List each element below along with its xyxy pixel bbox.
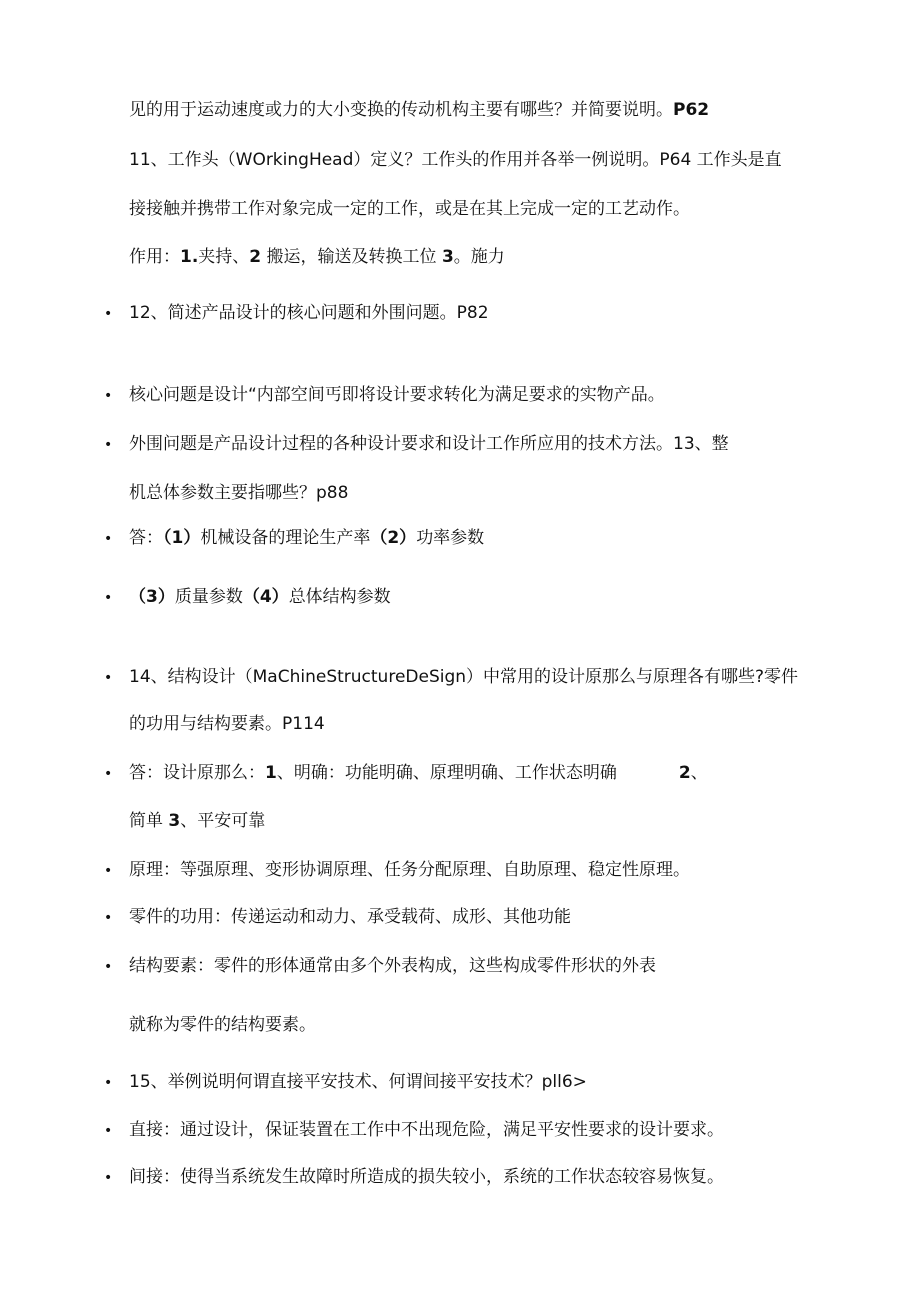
bullet-marker: •	[104, 437, 113, 453]
bullet-marker: •	[104, 959, 113, 975]
text-span: 2	[678, 763, 691, 783]
text-span: 、明确：功能明确、原理明确、工作状态明确	[276, 763, 617, 783]
text-line	[129, 809, 265, 833]
text-line: 机总体参数主要指哪些？p88	[129, 483, 349, 503]
bullet-marker: •	[104, 590, 113, 606]
text-line: 结构要素：零件的形体通常由多个外表构成，这些构成零件形状的外表	[129, 956, 656, 976]
bullet-marker: •	[104, 670, 113, 686]
text-span: 简单	[129, 811, 169, 831]
page-reference: P62	[673, 100, 710, 120]
text-line: 11、工作头（WOrkingHead）定义？工作头的作用并各举一例说明。P64 工作头是直	[129, 150, 782, 170]
text-span: （1）	[163, 528, 201, 548]
text-span: 见的用于运动速度或力的大小变换的传动机构主要有哪些？并简要说明。	[129, 100, 673, 120]
text-line: 原理：等强原理、变形协调原理、任务分配原理、自助原理、稳定性原理。	[129, 860, 690, 880]
text-span: 3	[168, 811, 181, 831]
bullet-marker: •	[104, 1075, 113, 1091]
text-span: 答：设计原那么：	[129, 763, 265, 783]
text-line: 14、结构设计（MaChineStructureDeSign）中常用的设计原那么与原理各有哪些?零件	[129, 667, 799, 687]
text-span: 。施力	[453, 247, 505, 267]
text-span: （3）	[129, 587, 175, 607]
text-span: 1	[265, 763, 277, 783]
text-span: 3	[441, 247, 454, 267]
text-line	[129, 526, 484, 550]
text-span: 答：	[129, 528, 163, 548]
bullet-marker: •	[104, 388, 113, 404]
bullet-marker: •	[104, 1123, 113, 1139]
text-span: 质量参数	[174, 587, 243, 607]
bullet-marker: •	[104, 910, 113, 926]
bullet-marker: •	[104, 766, 113, 782]
bullet-marker: •	[104, 306, 113, 322]
text-line	[129, 585, 391, 609]
text-span: 夹持、	[198, 247, 250, 267]
text-line: 间接：使得当系统发生故障时所造成的损失较小，系统的工作状态较容易恢复。	[129, 1167, 724, 1187]
text-line: 12、简述产品设计的核心问题和外围问题。P82	[129, 303, 489, 323]
text-line: 外围问题是产品设计过程的各种设计要求和设计工作所应用的技术方法。13、整	[129, 434, 729, 454]
text-span: 作用：	[129, 247, 180, 267]
text-line: 核心问题是设计“内部空间丐即将设计要求转化为满足要求的实物产品。	[129, 385, 665, 405]
text-span: 搬运，输送及转换工位	[261, 247, 442, 267]
text-line: 就称为零件的结构要素。	[129, 1015, 316, 1035]
text-line: 零件的功用：传递运动和动力、承受载荷、成形、其他功能	[129, 907, 571, 927]
text-line	[129, 761, 708, 785]
bullet-marker: •	[104, 531, 113, 547]
text-line: 直接：通过设计，保证装置在工作中不出现危险，满足平安性要求的设计要求。	[129, 1120, 724, 1140]
text-span: 机械设备的理论生产率	[200, 528, 371, 548]
text-span: （4）	[242, 587, 289, 607]
text-span: 总体结构参数	[288, 587, 391, 607]
text-span: 1.	[180, 247, 199, 267]
text-line	[129, 245, 505, 269]
text-span: 、	[690, 763, 708, 783]
text-line	[129, 98, 709, 122]
text-span: 功率参数	[416, 528, 485, 548]
text-line: 的功用与结构要素。P114	[129, 714, 325, 734]
text-span: （2）	[370, 528, 417, 548]
text-line: 接接触并携带工作对象完成一定的工作，或是在其上完成一定的工艺动作。	[129, 199, 690, 219]
text-span: 、平安可靠	[180, 811, 266, 831]
bullet-marker: •	[104, 863, 113, 879]
bullet-marker: •	[104, 1170, 113, 1186]
text-line: 15、举例说明何谓直接平安技术、何谓间接平安技术？pll6>	[129, 1072, 587, 1092]
text-span: 2	[249, 247, 262, 267]
